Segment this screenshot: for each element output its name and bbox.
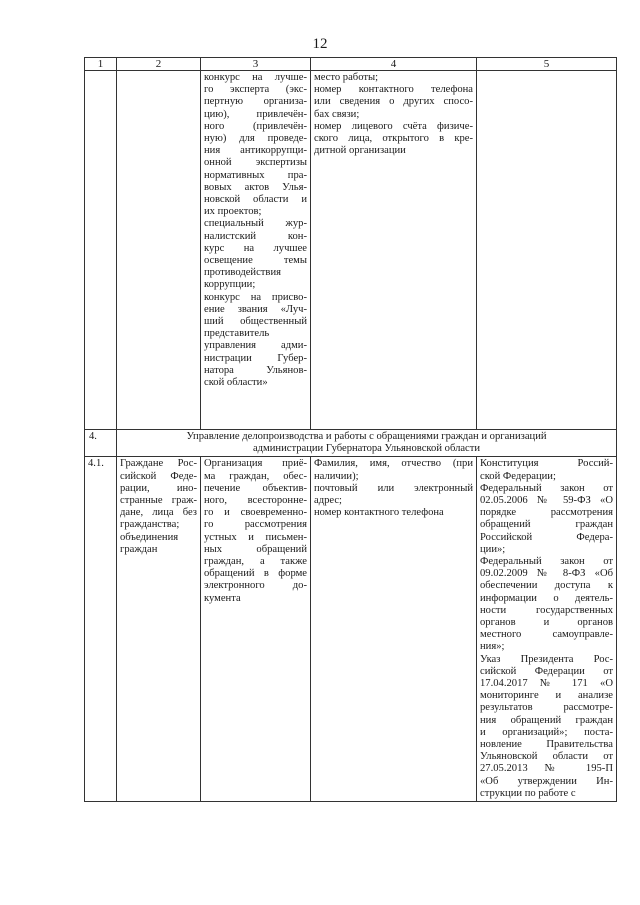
text-line: порядке рассмотрения [480,507,613,519]
text-line: местного самоуправле- [480,629,613,641]
text-line: ского лица, открытого в кре- [314,133,473,145]
text-line: «Об утверждении Ин- [480,775,613,787]
personal-data-list [314,458,473,519]
text-line: Федеральный закон от [480,482,613,494]
text-line: странные граж- [120,495,197,507]
text-line: дане, лица без [120,507,197,519]
purpose-text [204,458,307,604]
text-line: ской области» [204,377,268,389]
personal-data-text [314,72,473,157]
text-line: граждан, а также [204,556,307,568]
text-line: обращений в форме [204,568,307,580]
text-line: ской Федерации; [480,470,556,482]
text-line: бах связи; [314,108,360,120]
text-line: коррупции; [204,279,256,291]
text-line: го рассмотрения [204,519,307,531]
text-line: ение звания «Луч- [204,303,307,315]
cell-contests [201,71,311,430]
text-line: ных обращений [204,543,307,555]
section-title [117,430,617,457]
cell-personal-data [311,457,477,802]
text-line: и организаций»; поста- [480,726,613,738]
text-line: граждан [120,543,158,555]
text-line: обеспечении доступа к [480,580,613,592]
header-cell-5: 5 [477,58,617,71]
page-number: 12 [312,36,328,52]
text-line: сийской Федерации от [480,665,613,677]
text-line: почтовый или электронный [314,482,473,494]
text-line: конкурс на лучше- [204,72,307,83]
header-cell-4: 4 [311,58,477,71]
text-line: цию), привлечён- [204,108,307,120]
text-line: печение объектив- [204,482,307,494]
text-line: управления адми- [204,340,307,352]
text-line: новской области и [204,194,307,206]
text-line: 02.05.2006 № 59-ФЗ «О [480,495,613,507]
text-line: налистский кон- [204,230,307,242]
text-line: гражданства; [120,519,180,531]
row-number: 4.1. [85,457,117,802]
text-line: органов и органов [480,617,613,629]
text-line: ния обращений граждан [480,714,613,726]
text-line: нормативных пра- [204,169,307,181]
text-line: Российской Федера- [480,531,613,543]
text-line: результатов рассмотре- [480,702,613,714]
header-cell-2: 2 [117,58,201,71]
text-line: номер контактного телефона [314,84,473,96]
text-line: представитель [204,328,270,340]
section-row [85,430,617,457]
text-line: кумента [204,592,241,604]
text-line: ного (привлечён- [204,120,307,132]
text-line: Фамилия, имя, отчество (при [314,458,473,470]
cell-empty-1 [85,71,117,430]
header-cell-3: 3 [201,58,311,71]
text-line: объединения [120,531,179,543]
cell-purpose [201,457,311,802]
text-line: сийской Феде- [120,470,197,482]
text-line: ма граждан, обес- [204,470,307,482]
subjects-text [120,458,197,556]
text-line: электронного до- [204,580,307,592]
text-line: Организация приё- [204,458,307,470]
data-table [84,57,617,802]
text-line: ности государственных [480,604,613,616]
text-line: ший общественный [204,316,307,328]
cell-empty-2 [117,71,201,430]
text-line: Указ Президента Рос- [480,653,613,665]
text-line: мониторинге и анализе [480,690,613,702]
text-line: ного, всесторонне- [204,495,307,507]
text-line: ную) для проведе- [204,133,307,145]
text-line: номер лицевого счёта физиче- [314,120,473,132]
legal-basis-text [480,458,613,800]
text-line: специальный жур- [204,218,307,230]
text-line: номер контактного телефона [314,507,444,519]
text-line: го и своевременно- [204,507,307,519]
text-line: вовых актов Улья- [204,181,307,193]
text-line: курс на лучшее [204,242,307,254]
text-line: ния»; [480,641,505,653]
text-line: их проектов; [204,206,262,218]
text-line: Федеральный закон от [480,556,613,568]
text-line: натора Ульянов- [204,364,307,376]
text-line: наличии); [314,470,359,482]
cell-legal-basis [477,457,617,802]
text-line: дитной организации [314,145,406,157]
table-row-continuation [85,71,617,430]
text-line: Граждане Рос- [120,458,197,470]
header-row [85,58,617,71]
cell-personal-data-cont [311,71,477,430]
text-line: место работы; [314,72,379,83]
text-line: или сведения о других спосо- [314,96,473,108]
text-line: рации, ино- [120,482,197,494]
text-line: го эксперта (экс- [204,84,307,96]
text-line: освещение темы [204,255,307,267]
text-line: пертную организа- [204,96,307,108]
text-line: Конституция Россий- [480,458,613,470]
text-line: Ульяновской области от [480,751,613,763]
text-line: обращений граждан [480,519,613,531]
text-line: устных и письмен- [204,531,307,543]
text-line: ния антикоррупци- [204,145,307,157]
section-title-line-1: Управление делопроизводства и работы с обращениями граждан и организаций [186,431,547,442]
text-line: нистрации Губер- [204,352,307,364]
cell-empty-5 [477,71,617,430]
section-number: 4. [85,430,117,457]
header-cell-1: 1 [85,58,117,71]
text-line: онной экспертизы [204,157,307,169]
text-line: противодействия [204,267,281,279]
text-line: конкурс на присво- [204,291,307,303]
text-line: 27.05.2013 № 195-П [480,763,613,775]
table-row-4-1 [85,457,617,802]
text-line: ции»; [480,543,506,555]
cell-subjects [117,457,201,802]
text-line: новление Правительства [480,739,613,751]
text-line: адрес; [314,495,343,507]
text-line: 17.04.2017 № 171 «О [480,678,613,690]
text-line: 09.02.2009 № 8-ФЗ «Об [480,568,613,580]
contests-text [204,72,307,389]
text-line: информации о деятель- [480,592,613,604]
section-title-line-2: администрации Губернатора Ульяновской области [252,443,481,455]
text-line: струкции по работе с [480,787,576,799]
